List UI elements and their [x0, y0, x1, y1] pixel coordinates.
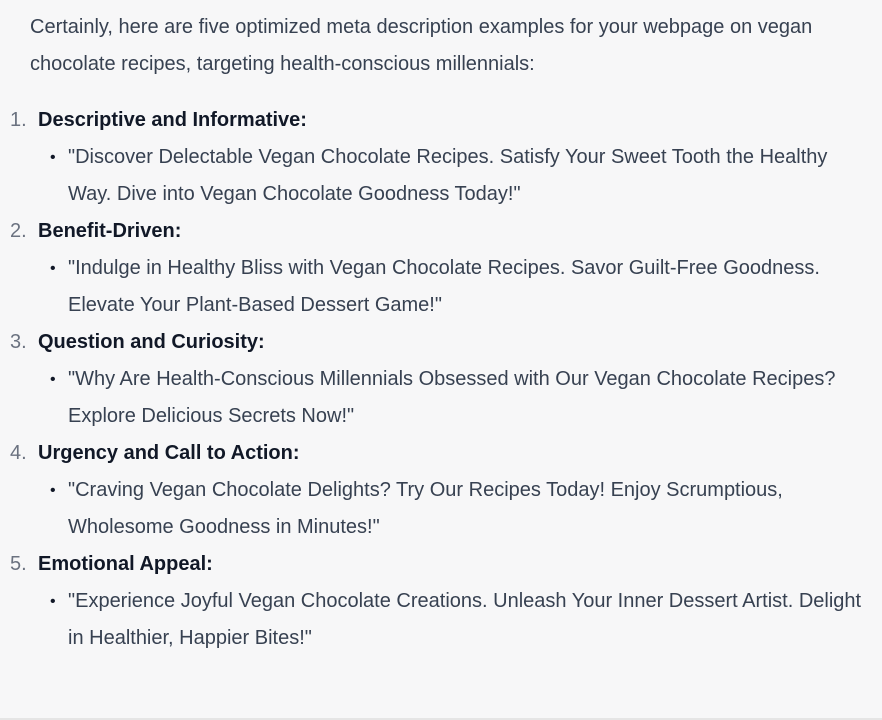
list-item [0, 213, 882, 324]
list-item [0, 324, 882, 435]
sub-list [38, 250, 882, 324]
intro-paragraph: Certainly, here are five optimized meta description examples for your webpage on vegan chocolate recipes, targeting health-conscious millennials: [30, 16, 813, 75]
list-item-heading: Urgency and Call to Action: [38, 442, 300, 464]
sub-list [38, 472, 882, 546]
sub-list [38, 583, 882, 657]
list-item-heading: Question and Curiosity: [38, 331, 265, 353]
bullet-icon: • [50, 149, 56, 166]
list-number: 5. [10, 553, 27, 575]
list-number: 1. [10, 109, 27, 131]
sub-list-item [38, 472, 882, 546]
list-item [0, 546, 882, 657]
list-item-heading: Benefit-Driven: [38, 220, 182, 242]
example-text: "Craving Vegan Chocolate Delights? Try Our Recipes Today! Enjoy Scrumptious, Wholesome Goodness in Minutes!" [68, 479, 783, 538]
list-number: 2. [10, 220, 27, 242]
example-text: "Experience Joyful Vegan Chocolate Creations. Unleash Your Inner Dessert Artist. Delight in Healthier, Happier Bites!" [68, 590, 862, 649]
list-number: 4. [10, 442, 27, 464]
assistant-message [0, 9, 882, 657]
list-item [0, 435, 882, 546]
bullet-icon: • [50, 482, 56, 499]
list-item-heading: Emotional Appeal: [38, 553, 213, 575]
bullet-icon: • [50, 260, 56, 277]
list-number: 3. [10, 331, 27, 353]
example-text: "Why Are Health-Conscious Millennials Obsessed with Our Vegan Chocolate Recipes? Explore Delicious Secrets Now!" [68, 368, 836, 427]
example-text: "Discover Delectable Vegan Chocolate Recipes. Satisfy Your Sweet Tooth the Healthy Way. Dive into Vegan Chocolate Goodness Today!" [68, 146, 828, 205]
sub-list-item [38, 139, 882, 213]
numbered-list [0, 102, 882, 657]
list-item [0, 102, 882, 213]
sub-list-item [38, 361, 882, 435]
sub-list [38, 139, 882, 213]
sub-list-item [38, 583, 882, 657]
sub-list [38, 361, 882, 435]
sub-list-item [38, 250, 882, 324]
bullet-icon: • [50, 593, 56, 610]
bullet-icon: • [50, 371, 56, 388]
example-text: "Indulge in Healthy Bliss with Vegan Chocolate Recipes. Savor Guilt-Free Goodness. Elevate Your Plant-Based Dessert Game!" [68, 257, 820, 316]
list-item-heading: Descriptive and Informative: [38, 109, 307, 131]
